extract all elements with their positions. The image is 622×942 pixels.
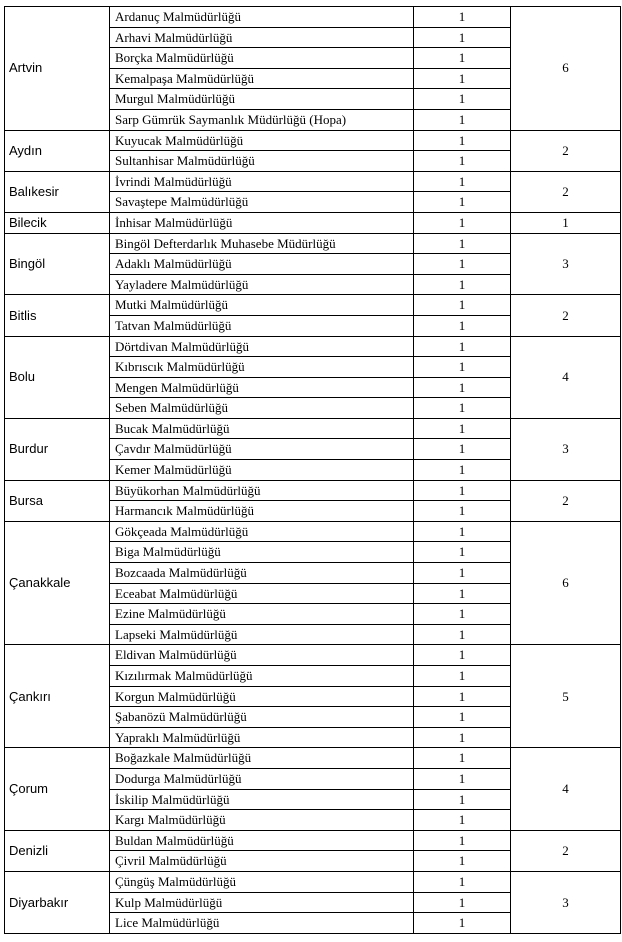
office-count-cell: 1 [414, 851, 511, 872]
province-total-cell: 2 [511, 130, 621, 171]
province-cell: Bilecik [5, 212, 110, 233]
province-total-cell: 6 [511, 521, 621, 645]
table-row [5, 212, 621, 233]
office-count-cell: 1 [414, 439, 511, 460]
province-cell: Bingöl [5, 233, 110, 295]
province-total-cell: 2 [511, 830, 621, 871]
office-count-cell: 1 [414, 460, 511, 481]
office-name-cell: Sarp Gümrük Saymanlık Müdürlüğü (Hopa) [110, 109, 414, 130]
office-count-cell: 1 [414, 583, 511, 604]
table-row [5, 336, 621, 357]
table-body [5, 7, 621, 934]
office-name-cell: Dörtdivan Malmüdürlüğü [110, 336, 414, 357]
table-row [5, 130, 621, 151]
office-count-cell: 1 [414, 274, 511, 295]
office-name-cell: Kızılırmak Malmüdürlüğü [110, 666, 414, 687]
office-name-cell: Adaklı Malmüdürlüğü [110, 254, 414, 275]
province-cell: Aydın [5, 130, 110, 171]
office-count-cell: 1 [414, 810, 511, 831]
province-total-cell: 6 [511, 7, 621, 131]
office-name-cell: Kulp Malmüdürlüğü [110, 892, 414, 913]
office-name-cell: Eldivan Malmüdürlüğü [110, 645, 414, 666]
office-count-cell: 1 [414, 418, 511, 439]
office-count-cell: 1 [414, 192, 511, 213]
office-count-cell: 1 [414, 789, 511, 810]
province-cell: Burdur [5, 418, 110, 480]
office-name-cell: Seben Malmüdürlüğü [110, 398, 414, 419]
office-name-cell: Eceabat Malmüdürlüğü [110, 583, 414, 604]
office-name-cell: Şabanözü Malmüdürlüğü [110, 707, 414, 728]
office-name-cell: İvrindi Malmüdürlüğü [110, 171, 414, 192]
table-row [5, 871, 621, 892]
province-cell: Bitlis [5, 295, 110, 336]
province-cell: Artvin [5, 7, 110, 131]
office-count-cell: 1 [414, 130, 511, 151]
province-cell: Denizli [5, 830, 110, 871]
office-name-cell: Bingöl Defterdarlık Muhasebe Müdürlüğü [110, 233, 414, 254]
office-count-cell: 1 [414, 171, 511, 192]
office-name-cell: Harmancık Malmüdürlüğü [110, 501, 414, 522]
province-cell: Balıkesir [5, 171, 110, 212]
office-count-cell: 1 [414, 336, 511, 357]
province-total-cell: 2 [511, 480, 621, 521]
table-row [5, 645, 621, 666]
office-count-cell: 1 [414, 830, 511, 851]
province-total-cell: 3 [511, 418, 621, 480]
table-row [5, 521, 621, 542]
office-count-cell: 1 [414, 727, 511, 748]
office-count-cell: 1 [414, 748, 511, 769]
office-count-cell: 1 [414, 7, 511, 28]
office-table [4, 6, 621, 934]
office-name-cell: Yayladere Malmüdürlüğü [110, 274, 414, 295]
table-row [5, 233, 621, 254]
table-row [5, 418, 621, 439]
province-total-cell: 5 [511, 645, 621, 748]
office-name-cell: Sultanhisar Malmüdürlüğü [110, 151, 414, 172]
office-name-cell: Gökçeada Malmüdürlüğü [110, 521, 414, 542]
province-cell: Çorum [5, 748, 110, 830]
province-total-cell: 3 [511, 233, 621, 295]
office-name-cell: Buldan Malmüdürlüğü [110, 830, 414, 851]
office-name-cell: Kıbrıscık Malmüdürlüğü [110, 357, 414, 378]
office-name-cell: Borçka Malmüdürlüğü [110, 48, 414, 69]
table-row [5, 295, 621, 316]
office-count-cell: 1 [414, 666, 511, 687]
office-count-cell: 1 [414, 27, 511, 48]
province-total-cell: 2 [511, 171, 621, 212]
office-name-cell: İnhisar Malmüdürlüğü [110, 212, 414, 233]
province-cell: Çankırı [5, 645, 110, 748]
office-name-cell: Yapraklı Malmüdürlüğü [110, 727, 414, 748]
table-row [5, 171, 621, 192]
office-count-cell: 1 [414, 563, 511, 584]
office-count-cell: 1 [414, 645, 511, 666]
office-count-cell: 1 [414, 398, 511, 419]
province-cell: Bursa [5, 480, 110, 521]
office-count-cell: 1 [414, 707, 511, 728]
office-name-cell: Korgun Malmüdürlüğü [110, 686, 414, 707]
office-count-cell: 1 [414, 151, 511, 172]
office-count-cell: 1 [414, 68, 511, 89]
office-name-cell: Bucak Malmüdürlüğü [110, 418, 414, 439]
province-total-cell: 1 [511, 212, 621, 233]
office-name-cell: Murgul Malmüdürlüğü [110, 89, 414, 110]
office-name-cell: Mengen Malmüdürlüğü [110, 377, 414, 398]
office-name-cell: Boğazkale Malmüdürlüğü [110, 748, 414, 769]
office-count-cell: 1 [414, 624, 511, 645]
province-total-cell: 2 [511, 295, 621, 336]
office-name-cell: Büyükorhan Malmüdürlüğü [110, 480, 414, 501]
office-name-cell: Bozcaada Malmüdürlüğü [110, 563, 414, 584]
province-cell: Bolu [5, 336, 110, 418]
office-name-cell: Ezine Malmüdürlüğü [110, 604, 414, 625]
province-cell: Diyarbakır [5, 871, 110, 933]
office-name-cell: Savaştepe Malmüdürlüğü [110, 192, 414, 213]
office-count-cell: 1 [414, 604, 511, 625]
office-count-cell: 1 [414, 254, 511, 275]
office-count-cell: 1 [414, 109, 511, 130]
office-name-cell: Ardanuç Malmüdürlüğü [110, 7, 414, 28]
office-name-cell: Arhavi Malmüdürlüğü [110, 27, 414, 48]
office-count-cell: 1 [414, 89, 511, 110]
office-count-cell: 1 [414, 542, 511, 563]
office-name-cell: Çivril Malmüdürlüğü [110, 851, 414, 872]
province-total-cell: 4 [511, 748, 621, 830]
office-count-cell: 1 [414, 233, 511, 254]
office-count-cell: 1 [414, 480, 511, 501]
office-name-cell: Lice Malmüdürlüğü [110, 913, 414, 934]
office-count-cell: 1 [414, 871, 511, 892]
province-total-cell: 3 [511, 871, 621, 933]
office-count-cell: 1 [414, 315, 511, 336]
table-row [5, 7, 621, 28]
office-count-cell: 1 [414, 913, 511, 934]
office-count-cell: 1 [414, 892, 511, 913]
office-name-cell: Lapseki Malmüdürlüğü [110, 624, 414, 645]
office-name-cell: Dodurga Malmüdürlüğü [110, 768, 414, 789]
office-name-cell: Biga Malmüdürlüğü [110, 542, 414, 563]
office-name-cell: Mutki Malmüdürlüğü [110, 295, 414, 316]
office-count-cell: 1 [414, 377, 511, 398]
office-count-cell: 1 [414, 521, 511, 542]
office-count-cell: 1 [414, 48, 511, 69]
province-cell: Çanakkale [5, 521, 110, 645]
table-row [5, 830, 621, 851]
office-name-cell: İskilip Malmüdürlüğü [110, 789, 414, 810]
office-name-cell: Kargı Malmüdürlüğü [110, 810, 414, 831]
province-total-cell: 4 [511, 336, 621, 418]
office-count-cell: 1 [414, 501, 511, 522]
office-count-cell: 1 [414, 768, 511, 789]
table-row [5, 480, 621, 501]
office-count-cell: 1 [414, 686, 511, 707]
office-count-cell: 1 [414, 212, 511, 233]
office-name-cell: Kuyucak Malmüdürlüğü [110, 130, 414, 151]
office-name-cell: Kemalpaşa Malmüdürlüğü [110, 68, 414, 89]
office-count-cell: 1 [414, 295, 511, 316]
office-name-cell: Tatvan Malmüdürlüğü [110, 315, 414, 336]
office-count-cell: 1 [414, 357, 511, 378]
office-name-cell: Çavdır Malmüdürlüğü [110, 439, 414, 460]
office-name-cell: Çüngüş Malmüdürlüğü [110, 871, 414, 892]
table-row [5, 748, 621, 769]
office-name-cell: Kemer Malmüdürlüğü [110, 460, 414, 481]
